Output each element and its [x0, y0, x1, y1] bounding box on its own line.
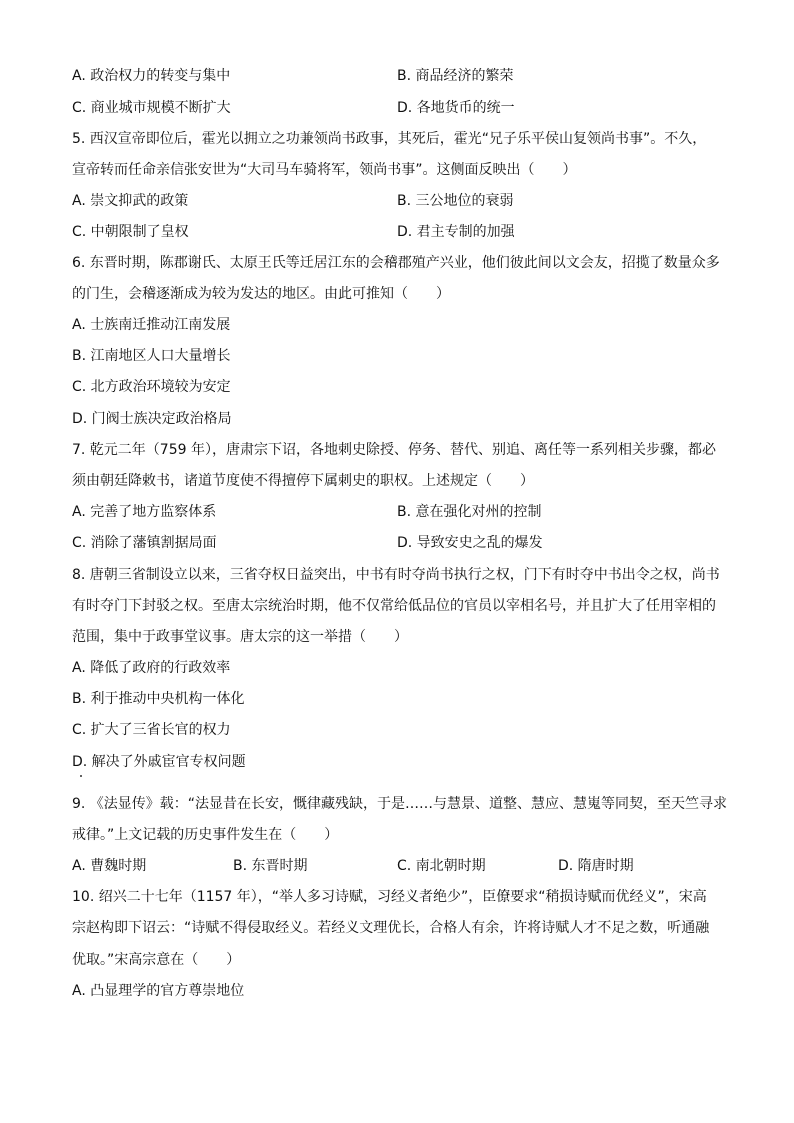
q7-option-b: B. 意在强化对州的控制 — [397, 504, 542, 520]
q4-option-b: B. 商品经济的繁荣 — [397, 68, 514, 84]
q7-stem-line-1: 7. 乾元二年（759 年），唐肃宗下诏，各地刺史除授、停务、替代、别追、离任等一系列相关步骤，都必 — [72, 442, 716, 458]
q6-stem-line-2: 的门生，会稽逐渐成为较为发达的地区。由此可推知（ ） — [72, 286, 450, 302]
q5-stem-line-2: 宣帝转而任命亲信张安世为“大司马车骑将军，领尚书事”。这侧面反映出（ ） — [72, 162, 577, 178]
q8-stem-line-2: 有时夺门下封驳之权。至唐太宗统治时期，他不仅常给低品位的官员以宰相名号，并且扩大了任用宰相的 — [72, 598, 716, 614]
q9-stem-line-2: 戒律。”上文记载的历史事件发生在（ ） — [72, 827, 339, 843]
q7-option-d: D. 导致安史之乱的爆发 — [397, 535, 543, 551]
q5-stem-line-1: 5. 西汉宣帝即位后，霍光以拥立之功兼领尚书政事，其死后，霍光“兄子乐平侯山复领尚书事”。不久， — [72, 131, 707, 147]
q4-option-a: A. 政治权力的转变与集中 — [72, 68, 231, 84]
q6-stem-line-1: 6. 东晋时期，陈郡谢氏、太原王氏等迁居江东的会稽郡殖产兴业，他们彼此间以文会友，招揽了数量众多 — [72, 255, 720, 271]
q10-stem-line-1: 10. 绍兴二十七年（1157 年），“举人多习诗赋，习经义者绝少”，臣僚要求“稍损诗赋而优经义”，宋高 — [72, 889, 707, 905]
q8-stem-line-1: 8. 唐朝三省制设立以来，三省夺权日益突出，中书有时夺尚书执行之权，门下有时夺中书出令之权，尚书 — [72, 567, 720, 583]
q6-option-b: B. 江南地区人口大量增长 — [72, 348, 231, 364]
stray-mark — [80, 775, 82, 777]
q5-option-a: A. 崇文抑武的政策 — [72, 193, 189, 209]
q8-option-d: D. 解决了外戚宦官专权问题 — [72, 754, 246, 770]
q8-option-b: B. 利于推动中央机构一体化 — [72, 691, 245, 707]
q8-option-c: C. 扩大了三省长官的权力 — [72, 722, 231, 738]
q8-option-a: A. 降低了政府的行政效率 — [72, 660, 231, 676]
q6-option-c: C. 北方政治环境较为安定 — [72, 379, 231, 395]
q9-option-d: D. 隋唐时期 — [558, 858, 634, 874]
q5-option-d: D. 君主专制的加强 — [397, 224, 515, 240]
q5-option-b: B. 三公地位的衰弱 — [397, 193, 514, 209]
q9-option-b: B. 东晋时期 — [233, 858, 308, 874]
q4-option-c: C. 商业城市规模不断扩大 — [72, 100, 231, 116]
q10-option-a: A. 凸显理学的官方尊崇地位 — [72, 983, 245, 999]
q7-option-a: A. 完善了地方监察体系 — [72, 504, 217, 520]
q9-stem-line-1: 9. 《法显传》载：“法显昔在长安，慨律藏残缺，于是……与慧景、道整、慧应、慧嵬等同契，至天竺寻求 — [72, 796, 728, 812]
q6-option-d: D. 门阀士族决定政治格局 — [72, 411, 232, 427]
q4-option-d: D. 各地货币的统一 — [397, 100, 515, 116]
q5-option-c: C. 中朝限制了皇权 — [72, 224, 189, 240]
q10-stem-line-2: 宗赵构即下诏云：“诗赋不得侵取经义。若经义文理优长，合格人有余，许将诗赋人才不足之数，听通融 — [72, 920, 710, 936]
q9-option-c: C. 南北朝时期 — [397, 858, 486, 874]
q10-stem-line-3: 优取。”宋高宗意在（ ） — [72, 952, 241, 968]
q6-option-a: A. 士族南迁推动江南发展 — [72, 317, 231, 333]
q7-stem-line-2: 须由朝廷降敕书，诸道节度使不得擅停下属刺史的职权。上述规定（ ） — [72, 473, 534, 489]
q8-stem-line-3: 范围，集中于政事堂议事。唐太宗的这一举措（ ） — [72, 629, 408, 645]
q9-option-a: A. 曹魏时期 — [72, 858, 147, 874]
q7-option-c: C. 消除了藩镇割据局面 — [72, 535, 217, 551]
